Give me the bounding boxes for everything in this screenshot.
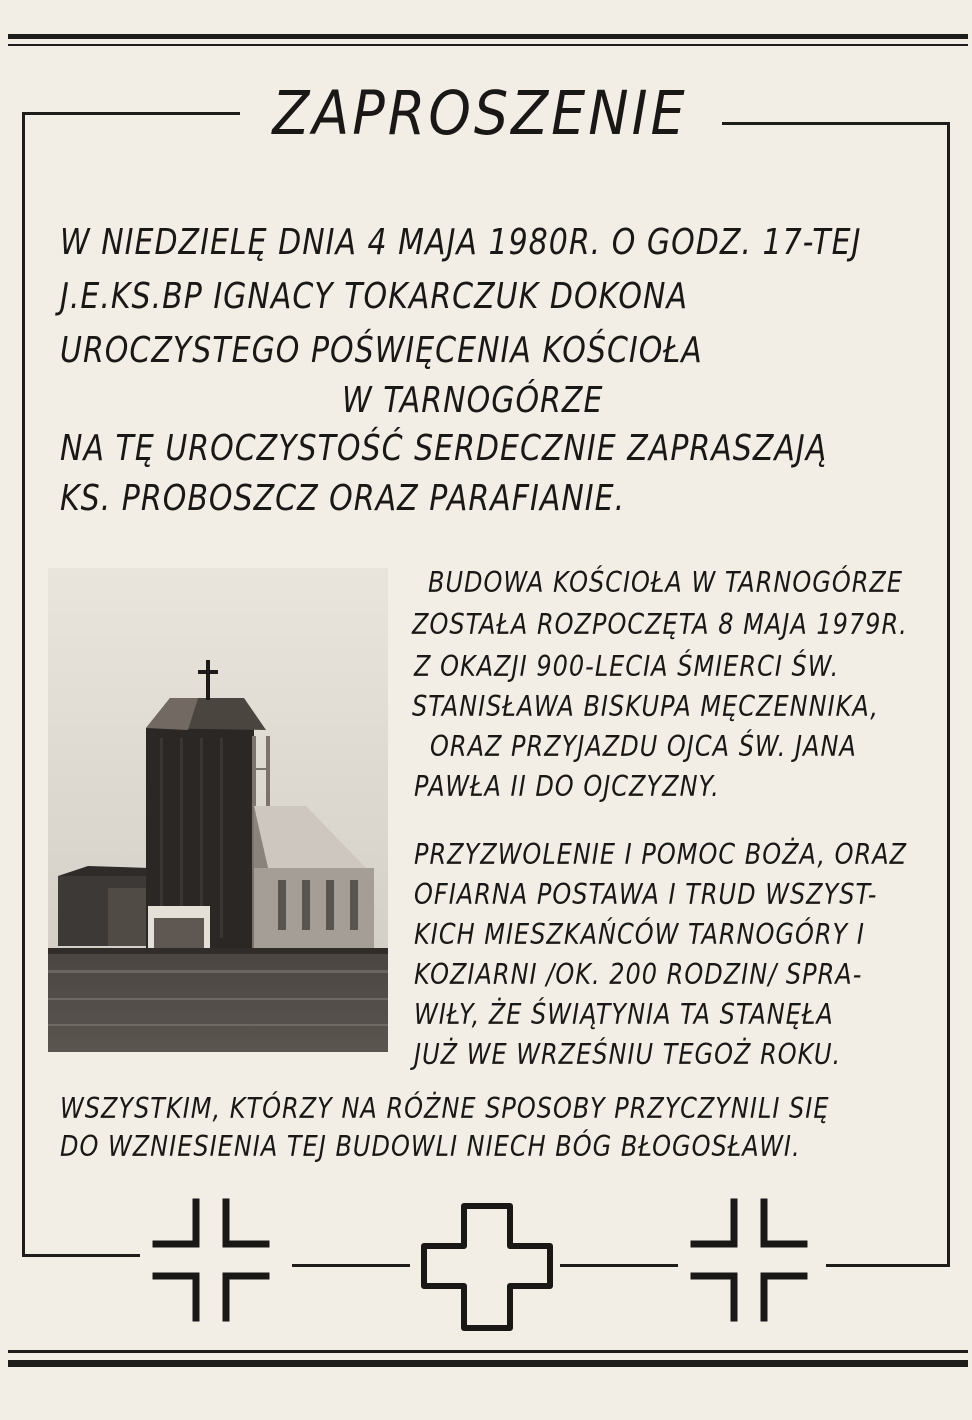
blessing-line-2: DO WZNIESIENIA TEJ BUDOWLI NIECH BÓG BŁOGOSŁAWI. — [60, 1130, 801, 1164]
top-rule-thin — [8, 44, 968, 46]
history-p2-line-1: PRZYZWOLENIE I POMOC BOŻA, ORAZ — [414, 838, 908, 872]
history-p1-line-2: ZOSTAŁA ROZPOCZĘTA 8 MAJA 1979R. — [412, 608, 908, 642]
frame-bottom-4 — [826, 1264, 950, 1267]
history-p2-line-2: OFIARNA POSTAWA I TRUD WSZYST- — [414, 878, 878, 912]
history-p2-line-4: KOZIARNI /OK. 200 RODZIN/ SPRA- — [414, 958, 863, 992]
history-p1-line-1: BUDOWA KOŚCIOŁA W TARNOGÓRZE — [428, 566, 903, 600]
frame-top-left — [22, 112, 240, 115]
center-cross-icon — [420, 1202, 554, 1332]
top-rule-thick — [8, 34, 968, 39]
invitation-line-1: W NIEDZIELĘ DNIA 4 MAJA 1980R. O GODZ. 17-TEJ — [60, 222, 862, 264]
invitation-line-3: UROCZYSTEGO POŚWIĘCENIA KOŚCIOŁA — [60, 330, 703, 372]
frame-bottom-1 — [22, 1254, 140, 1257]
history-p1-line-3: Z OKAZJI 900-LECIA ŚMIERCI ŚW. — [414, 650, 840, 684]
invitation-line-4: W TARNOGÓRZE — [342, 380, 604, 422]
frame-top-right — [722, 122, 950, 125]
blessing-line-1: WSZYSTKIM, KTÓRZY NA RÓŻNE SPOSOBY PRZYCZYNILI SIĘ — [60, 1092, 830, 1126]
left-cross-icon — [150, 1198, 272, 1322]
history-p1-line-6: PAWŁA II DO OJCZYZNY. — [414, 770, 720, 804]
right-cross-icon — [688, 1198, 810, 1322]
history-p2-line-6: JUŻ WE WRZEŚNIU TEGOŻ ROKU. — [414, 1038, 842, 1072]
history-p2-line-3: KICH MIESZKAŃCÓW TARNOGÓRY I — [414, 918, 865, 952]
frame-right — [947, 122, 950, 1267]
history-p1-line-5: ORAZ PRZYJAZDU OJCA ŚW. JANA — [430, 730, 857, 764]
invitation-line-2: J.E.KS.BP IGNACY TOKARCZUK DOKONA — [60, 276, 689, 318]
church-photo — [48, 568, 388, 1052]
history-p1-line-4: STANISŁAWA BISKUPA MĘCZENNIKA, — [412, 690, 879, 724]
church-photo-drawing — [48, 568, 388, 1052]
frame-bottom-2 — [292, 1264, 410, 1267]
frame-bottom-3 — [560, 1264, 678, 1267]
invitation-line-6: KS. PROBOSZCZ ORAZ PARAFIANIE. — [60, 478, 626, 520]
invitation-line-5: NA TĘ UROCZYSTOŚĆ SERDECZNIE ZAPRASZAJĄ — [60, 428, 828, 470]
bottom-rule-thick — [8, 1360, 968, 1367]
frame-left — [22, 112, 25, 1257]
bottom-rule-thin — [8, 1350, 968, 1353]
history-p2-line-5: WIŁY, ŻE ŚWIĄTYNIA TA STANĘŁA — [414, 998, 834, 1032]
page-title: ZAPROSZENIE — [272, 78, 688, 149]
